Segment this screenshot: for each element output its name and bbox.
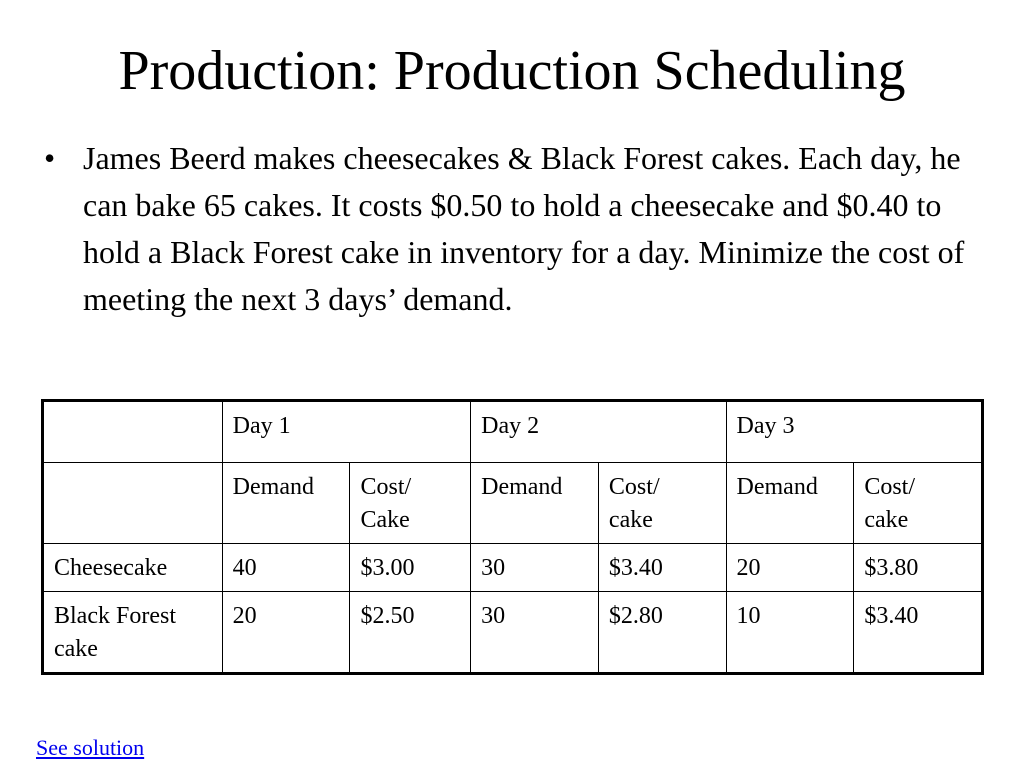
table-header-days-row [43,401,983,463]
subheader-day3-cost: Cost/ cake [854,463,983,544]
row-label-cheesecake: Cheesecake [43,544,223,592]
row-label-black-forest: Black Forest cake [43,592,223,674]
cheesecake-day3-demand: 20 [726,544,854,592]
black-forest-day1-cost: $2.50 [350,592,471,674]
cheesecake-day1-cost: $3.00 [350,544,471,592]
cheesecake-day2-demand: 30 [471,544,599,592]
problem-statement: James Beerd makes cheesecakes & Black Forest cakes. Each day, he can bake 65 cakes. It costs $0.50 to hold a cheesecake and $0.40 to hold a Black Forest cake in inventory for a day. Minimize the cost of meeting the next 3 days’ demand. [83,140,965,317]
subheader-day2-demand: Demand [471,463,599,544]
header-day-2: Day 2 [471,401,726,463]
demand-cost-table [41,399,984,675]
bullet-marker: • [44,140,56,176]
black-forest-day3-cost: $3.40 [854,592,983,674]
table-row-black-forest [43,592,983,674]
table-subheader-row [43,463,983,544]
header-day-3: Day 3 [726,401,982,463]
black-forest-day2-demand: 30 [471,592,599,674]
black-forest-day1-demand: 20 [222,592,350,674]
table-row-cheesecake [43,544,983,592]
subheader-day1-cost: Cost/ Cake [350,463,471,544]
see-solution-link[interactable]: See solution [36,735,145,760]
cheesecake-day1-demand: 40 [222,544,350,592]
slide-title: Production: Production Scheduling [118,40,906,102]
empty-corner-cell [43,401,223,463]
subheader-day3-demand: Demand [726,463,854,544]
empty-subheader-cell [43,463,223,544]
subheader-day1-demand: Demand [222,463,350,544]
cheesecake-day2-cost: $3.40 [598,544,726,592]
cheesecake-day3-cost: $3.80 [854,544,983,592]
black-forest-day2-cost: $2.80 [598,592,726,674]
subheader-day2-cost: Cost/ cake [598,463,726,544]
black-forest-day3-demand: 10 [726,592,854,674]
header-day-1: Day 1 [222,401,470,463]
